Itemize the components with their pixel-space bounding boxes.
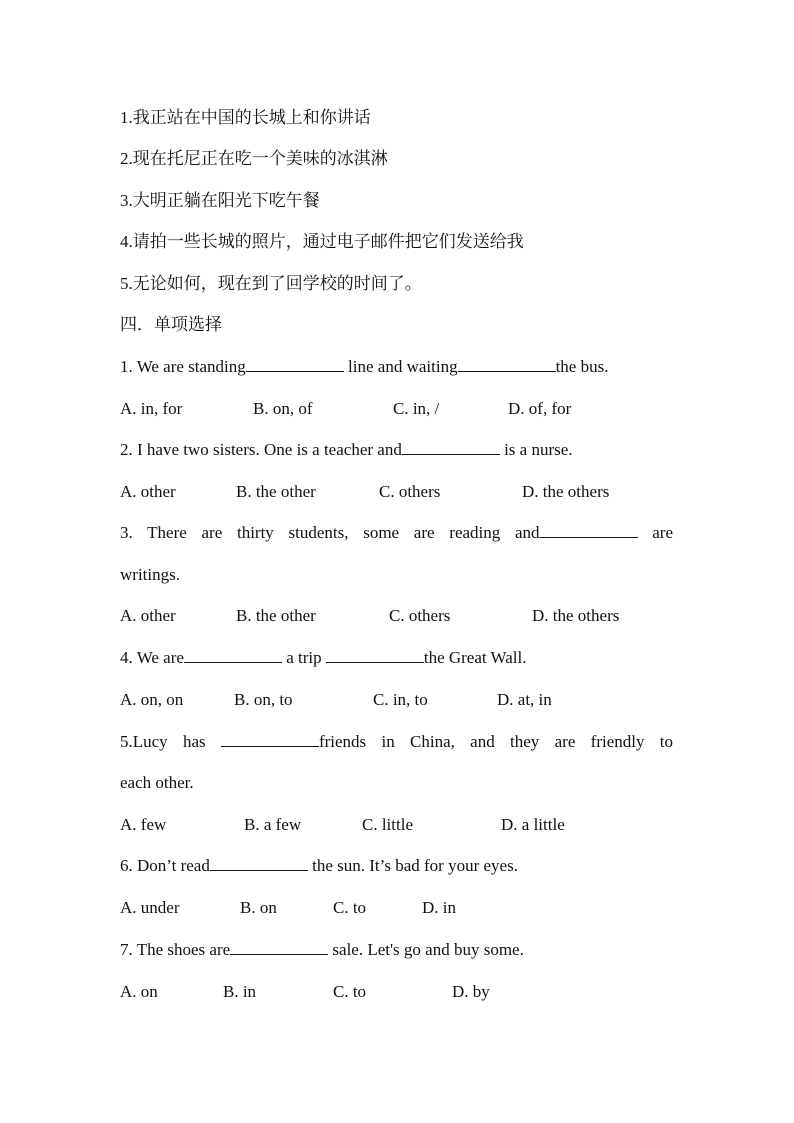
question-text: friends in China, and they are friendly to xyxy=(318,732,674,751)
answer-blank xyxy=(458,356,556,372)
question-stem xyxy=(120,731,673,753)
answer-blank xyxy=(221,731,319,747)
answer-blank xyxy=(246,356,344,372)
question-text: a trip xyxy=(281,648,326,667)
option-b: B. on, of xyxy=(253,399,313,418)
answer-blank xyxy=(184,647,282,663)
question-stem xyxy=(120,939,524,961)
option-a: A. other xyxy=(120,482,176,501)
question-text: are xyxy=(637,523,673,542)
option-a: A. other xyxy=(120,606,176,625)
option-c: C. in, to xyxy=(373,690,428,709)
option-b: B. on, to xyxy=(234,690,293,709)
option-b: B. a few xyxy=(244,815,302,834)
question-text: line and waiting xyxy=(343,357,458,376)
question-text: 5.Lucy has xyxy=(120,732,221,751)
answer-blank xyxy=(210,855,308,871)
section-title: 四．单项选择 xyxy=(120,315,222,334)
question-stem xyxy=(120,855,518,877)
option-a: A. under xyxy=(120,898,180,917)
option-d: D. the others xyxy=(532,606,620,625)
answer-blank xyxy=(402,439,500,455)
question-text: 3. There are thirty students, some are reading and xyxy=(120,523,540,542)
option-b: B. in xyxy=(223,982,257,1001)
answer-blank xyxy=(540,522,638,538)
option-b: B. the other xyxy=(236,606,316,625)
option-d: D. of, for xyxy=(508,399,572,418)
question-text: sale. Let's go and buy some. xyxy=(328,940,524,959)
option-d: D. at, in xyxy=(497,690,552,709)
option-a: A. in, for xyxy=(120,399,183,418)
option-c: C. in, / xyxy=(393,399,440,418)
question-stem-continued: writings. xyxy=(120,565,180,584)
option-d: D. by xyxy=(452,982,490,1001)
answer-blank xyxy=(326,647,424,663)
question-text: the bus. xyxy=(555,357,609,376)
question-text: 6. Don’t read xyxy=(120,856,210,875)
option-a: A. on, on xyxy=(120,690,184,709)
question-stem xyxy=(120,522,673,544)
question-stem xyxy=(120,356,608,378)
option-c: C. to xyxy=(333,898,367,917)
translation-item: 1.我正站在中国的长城上和你讲话 xyxy=(120,108,371,127)
option-c: C. others xyxy=(389,606,451,625)
question-text: the sun. It’s bad for your eyes. xyxy=(307,856,518,875)
question-stem xyxy=(120,439,573,461)
answer-blank xyxy=(230,939,328,955)
translation-item: 4.请拍一些长城的照片，通过电子邮件把它们发送给我 xyxy=(120,232,524,251)
option-d: D. a little xyxy=(501,815,565,834)
option-d: D. in xyxy=(422,898,456,917)
option-a: A. few xyxy=(120,815,167,834)
option-c: C. to xyxy=(333,982,367,1001)
translation-item: 2.现在托尼正在吃一个美味的冰淇淋 xyxy=(120,149,388,168)
option-c: C. others xyxy=(379,482,441,501)
option-a: A. on xyxy=(120,982,158,1001)
question-text: 2. I have two sisters. One is a teacher and xyxy=(120,440,402,459)
translation-item: 5.无论如何，现在到了回学校的时间了。 xyxy=(120,274,422,293)
translation-item: 3.大明正躺在阳光下吃午餐 xyxy=(120,191,320,210)
question-text: 4. We are xyxy=(120,648,184,667)
question-text: 7. The shoes are xyxy=(120,940,231,959)
question-stem xyxy=(120,647,526,669)
option-c: C. little xyxy=(362,815,413,834)
question-text: the Great Wall. xyxy=(423,648,527,667)
question-stem-continued: each other. xyxy=(120,773,194,792)
option-d: D. the others xyxy=(522,482,610,501)
question-text: 1. We are standing xyxy=(120,357,246,376)
option-b: B. the other xyxy=(236,482,316,501)
option-b: B. on xyxy=(240,898,277,917)
question-text: is a nurse. xyxy=(499,440,573,459)
